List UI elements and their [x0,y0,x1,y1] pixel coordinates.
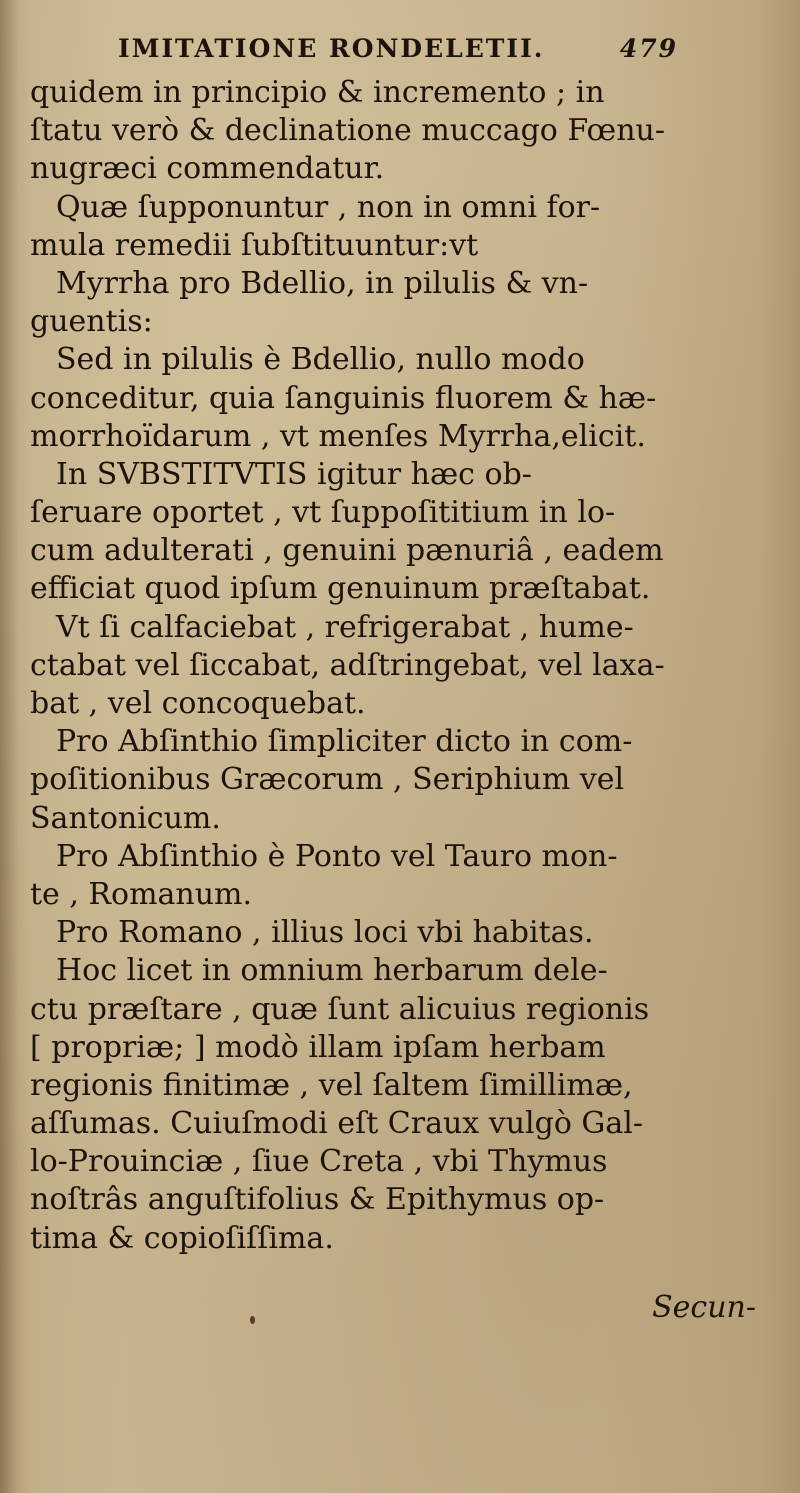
text-line: regionis finitimæ , vel ſaltem ſimillimæ, [30,1067,633,1103]
catchword: Secun- [652,1290,756,1325]
text-line: Myrrha pro Bdellio, in pilulis & vn- [56,265,589,301]
text-line: morrhoïdarum , vt menſes Myrrha,elicit. [30,418,646,454]
gutter-shadow [0,0,18,1493]
text-line: poſitionibus Græcorum , Seriphium vel [30,762,625,798]
page-number: 479 [619,34,678,63]
text-line: ctabat vel ſiccabat, adſtringebat, vel laxa- [30,647,665,683]
text-line: cum adulterati , genuini pænuriâ , eadem [30,533,664,569]
text-line: Pro Abſinthio è Ponto vel Tauro mon- [56,838,618,874]
text-block [30,74,770,1258]
text-line: ſeruare oportet , vt ſuppoſititium in lo- [30,495,616,531]
running-head [118,34,678,63]
ink-spot [250,1316,255,1324]
text-line: ſtatu verò & declinatione muccago Fœnu- [30,113,665,149]
text-line: In SVBSTITVTIS igitur hæc ob- [56,456,532,492]
text-line: Vt ſi calfaciebat , refrigerabat , hume- [56,609,634,645]
text-line: aſſumas. Cuiuſmodi eſt Craux vulgò Gal- [30,1106,644,1142]
text-line: Sed in pilulis è Bdellio, nullo modo [56,342,585,378]
text-line: conceditur, quia ſanguinis fluorem & hæ- [30,380,657,416]
text-line: guentis: [30,304,153,340]
text-line: noſtrâs anguſtifolius & Epithymus op- [30,1182,605,1218]
text-line: mula remedii ſubſtituuntur:vt [30,227,479,263]
text-line: efficiat quod ipſum genuinum præſtabat. [30,571,651,607]
text-line: nugræci commendatur. [30,151,385,187]
text-line: Pro Romano , illius loci vbi habitas. [56,915,594,951]
text-line: bat , vel concoquebat. [30,686,366,721]
text-line: ctu præſtare , quæ ſunt alicuius regionis [30,991,650,1027]
text-line: Quæ ſupponuntur , non in omni for- [56,189,601,225]
text-line: lo-Prouinciæ , ſiue Creta , vbi Thymus [30,1144,608,1180]
text-line: [ propriæ; ] modò illam ipſam herbam [30,1029,606,1065]
text-line: Santonicum. [30,800,221,836]
text-line: quidem in principio & incremento ; in [30,75,605,110]
text-line: te , Romanum. [30,876,253,912]
text-line: tima & copioſiſſima. [30,1220,334,1256]
running-title: IMITATIONE RONDELETII. [118,34,545,63]
text-line: Hoc licet in omnium herbarum dele- [56,953,608,989]
text-line: Pro Abſinthio ſimpliciter dicto in com- [56,724,633,760]
